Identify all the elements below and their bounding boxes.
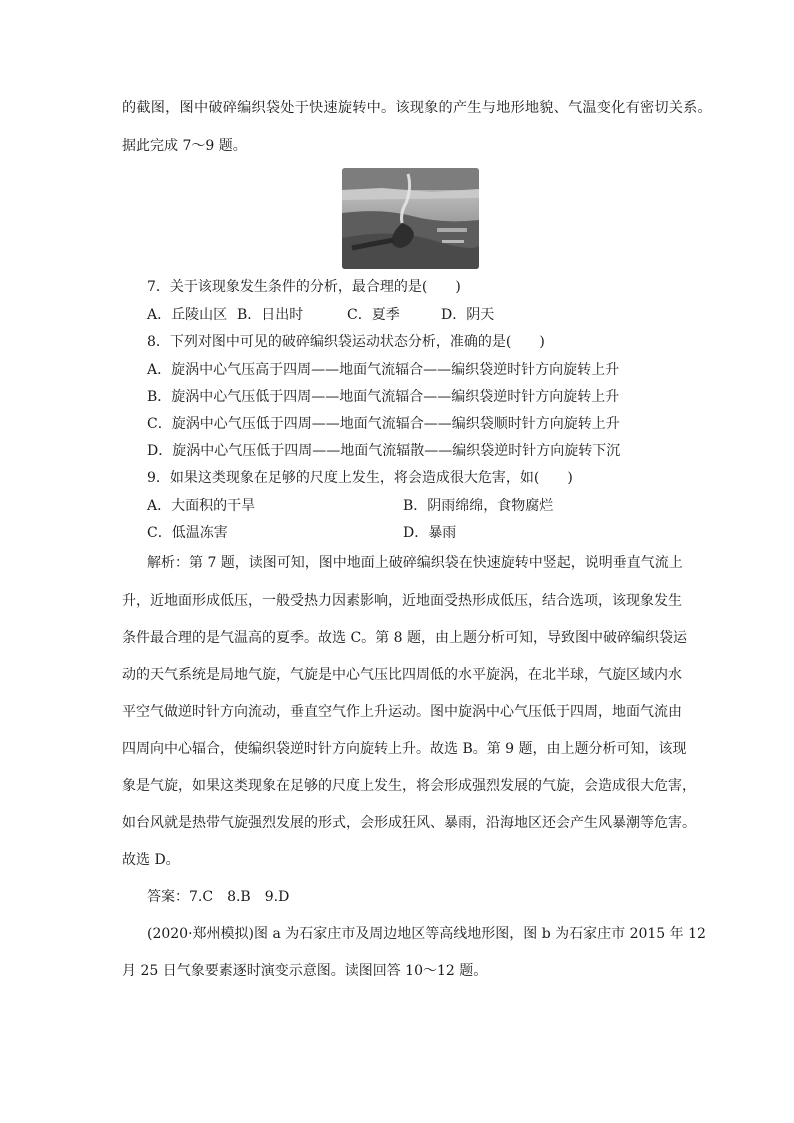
q7-option-c: C．夏季 bbox=[347, 307, 400, 323]
analysis-line-4: 动的天气系统是局地气旋，气旋是中心气压比四周低的水平旋涡，在北半球，气旋区域内水 bbox=[122, 667, 682, 683]
q9-option-c: C．低温冻害 bbox=[147, 525, 228, 541]
intro-line-1: 的截图，图中破碎编织袋处于快速旋转中。该现象的产生与地形地貌、气温变化有密切关系。 bbox=[122, 100, 712, 116]
next-intro-text-1: 图 a 为石家庄市及周边地区等高线地形图，图 b 为石家庄市 2015 年 12 bbox=[254, 926, 706, 942]
analysis-line-2: 升，近地面形成低压，一般受热力因素影响，近地面受热形成低压，结合选项，该现象发生 bbox=[122, 593, 682, 609]
q7-stem: 7．关于该现象发生条件的分析，最合理的是( ) bbox=[147, 279, 461, 295]
analysis-line-1: 解析：第 7 题，读图可知，图中地面上破碎编织袋在快速旋转中竖起，说明垂直气流上 bbox=[147, 555, 683, 571]
answer-line: 答案：7.C 8.B 9.D bbox=[147, 889, 290, 905]
next-intro-line-1 bbox=[147, 924, 706, 944]
whirlwind-photo bbox=[342, 168, 479, 269]
q9-stem: 9．如果这类现象在足够的尺度上发生，将会造成很大危害，如( ) bbox=[147, 470, 573, 486]
source-note: (2020·郑州模拟) bbox=[147, 926, 255, 942]
q9-option-a: A．大面积的干旱 bbox=[147, 498, 256, 514]
q9-option-d: D．暴雨 bbox=[403, 525, 457, 541]
whirlwind-photo-icon bbox=[342, 168, 479, 269]
q8-option-a: A．旋涡中心气压高于四周——地面气流辐合——编织袋逆时针方向旋转上升 bbox=[147, 362, 620, 378]
analysis-line-9: 故选 D。 bbox=[122, 852, 180, 868]
next-intro-line-2: 月 25 日气象要素逐时演变示意图。读图回答 10～12 题。 bbox=[122, 963, 488, 979]
analysis-line-5: 平空气做逆时针方向流动，垂直空气作上升运动。图中旋涡中心气压低于四周，地面气流由 bbox=[122, 704, 682, 720]
analysis-line-6: 四周向中心辐合，使编织袋逆时针方向旋转上升。故选 B。第 9 题，由上题分析可知，该现 bbox=[122, 741, 687, 757]
q8-option-d: D．旋涡中心气压低于四周——地面气流辐散——编织袋逆时针方向旋转下沉 bbox=[147, 443, 621, 459]
q7-option-b: B．日出时 bbox=[237, 307, 304, 323]
q9-option-b: B．阴雨绵绵，食物腐烂 bbox=[403, 498, 554, 514]
q7-option-a: A．丘陵山区 bbox=[147, 307, 228, 323]
analysis-line-8: 如台风就是热带气旋强烈发展的形式，会形成狂风、暴雨，沿海地区还会产生风暴潮等危害。 bbox=[122, 815, 696, 831]
q8-option-c: C．旋涡中心气压低于四周——地面气流辐合——编织袋顺时针方向旋转上升 bbox=[147, 416, 620, 432]
q8-option-b: B．旋涡中心气压低于四周——地面气流辐合——编织袋逆时针方向旋转上升 bbox=[147, 389, 620, 405]
q7-option-d: D．阴天 bbox=[441, 307, 495, 323]
q8-stem: 8．下列对图中可见的破碎编织袋运动状态分析，准确的是( ) bbox=[147, 334, 545, 350]
intro-line-2: 据此完成 7～9 题。 bbox=[122, 138, 247, 154]
analysis-line-7: 象是气旋，如果这类现象在足够的尺度上发生，将会形成强烈发展的气旋，会造成很大危害， bbox=[122, 778, 696, 794]
analysis-line-3: 条件最合理的是气温高的夏季。故选 C。第 8 题，由上题分析可知，导致图中破碎编织袋运 bbox=[122, 630, 687, 646]
